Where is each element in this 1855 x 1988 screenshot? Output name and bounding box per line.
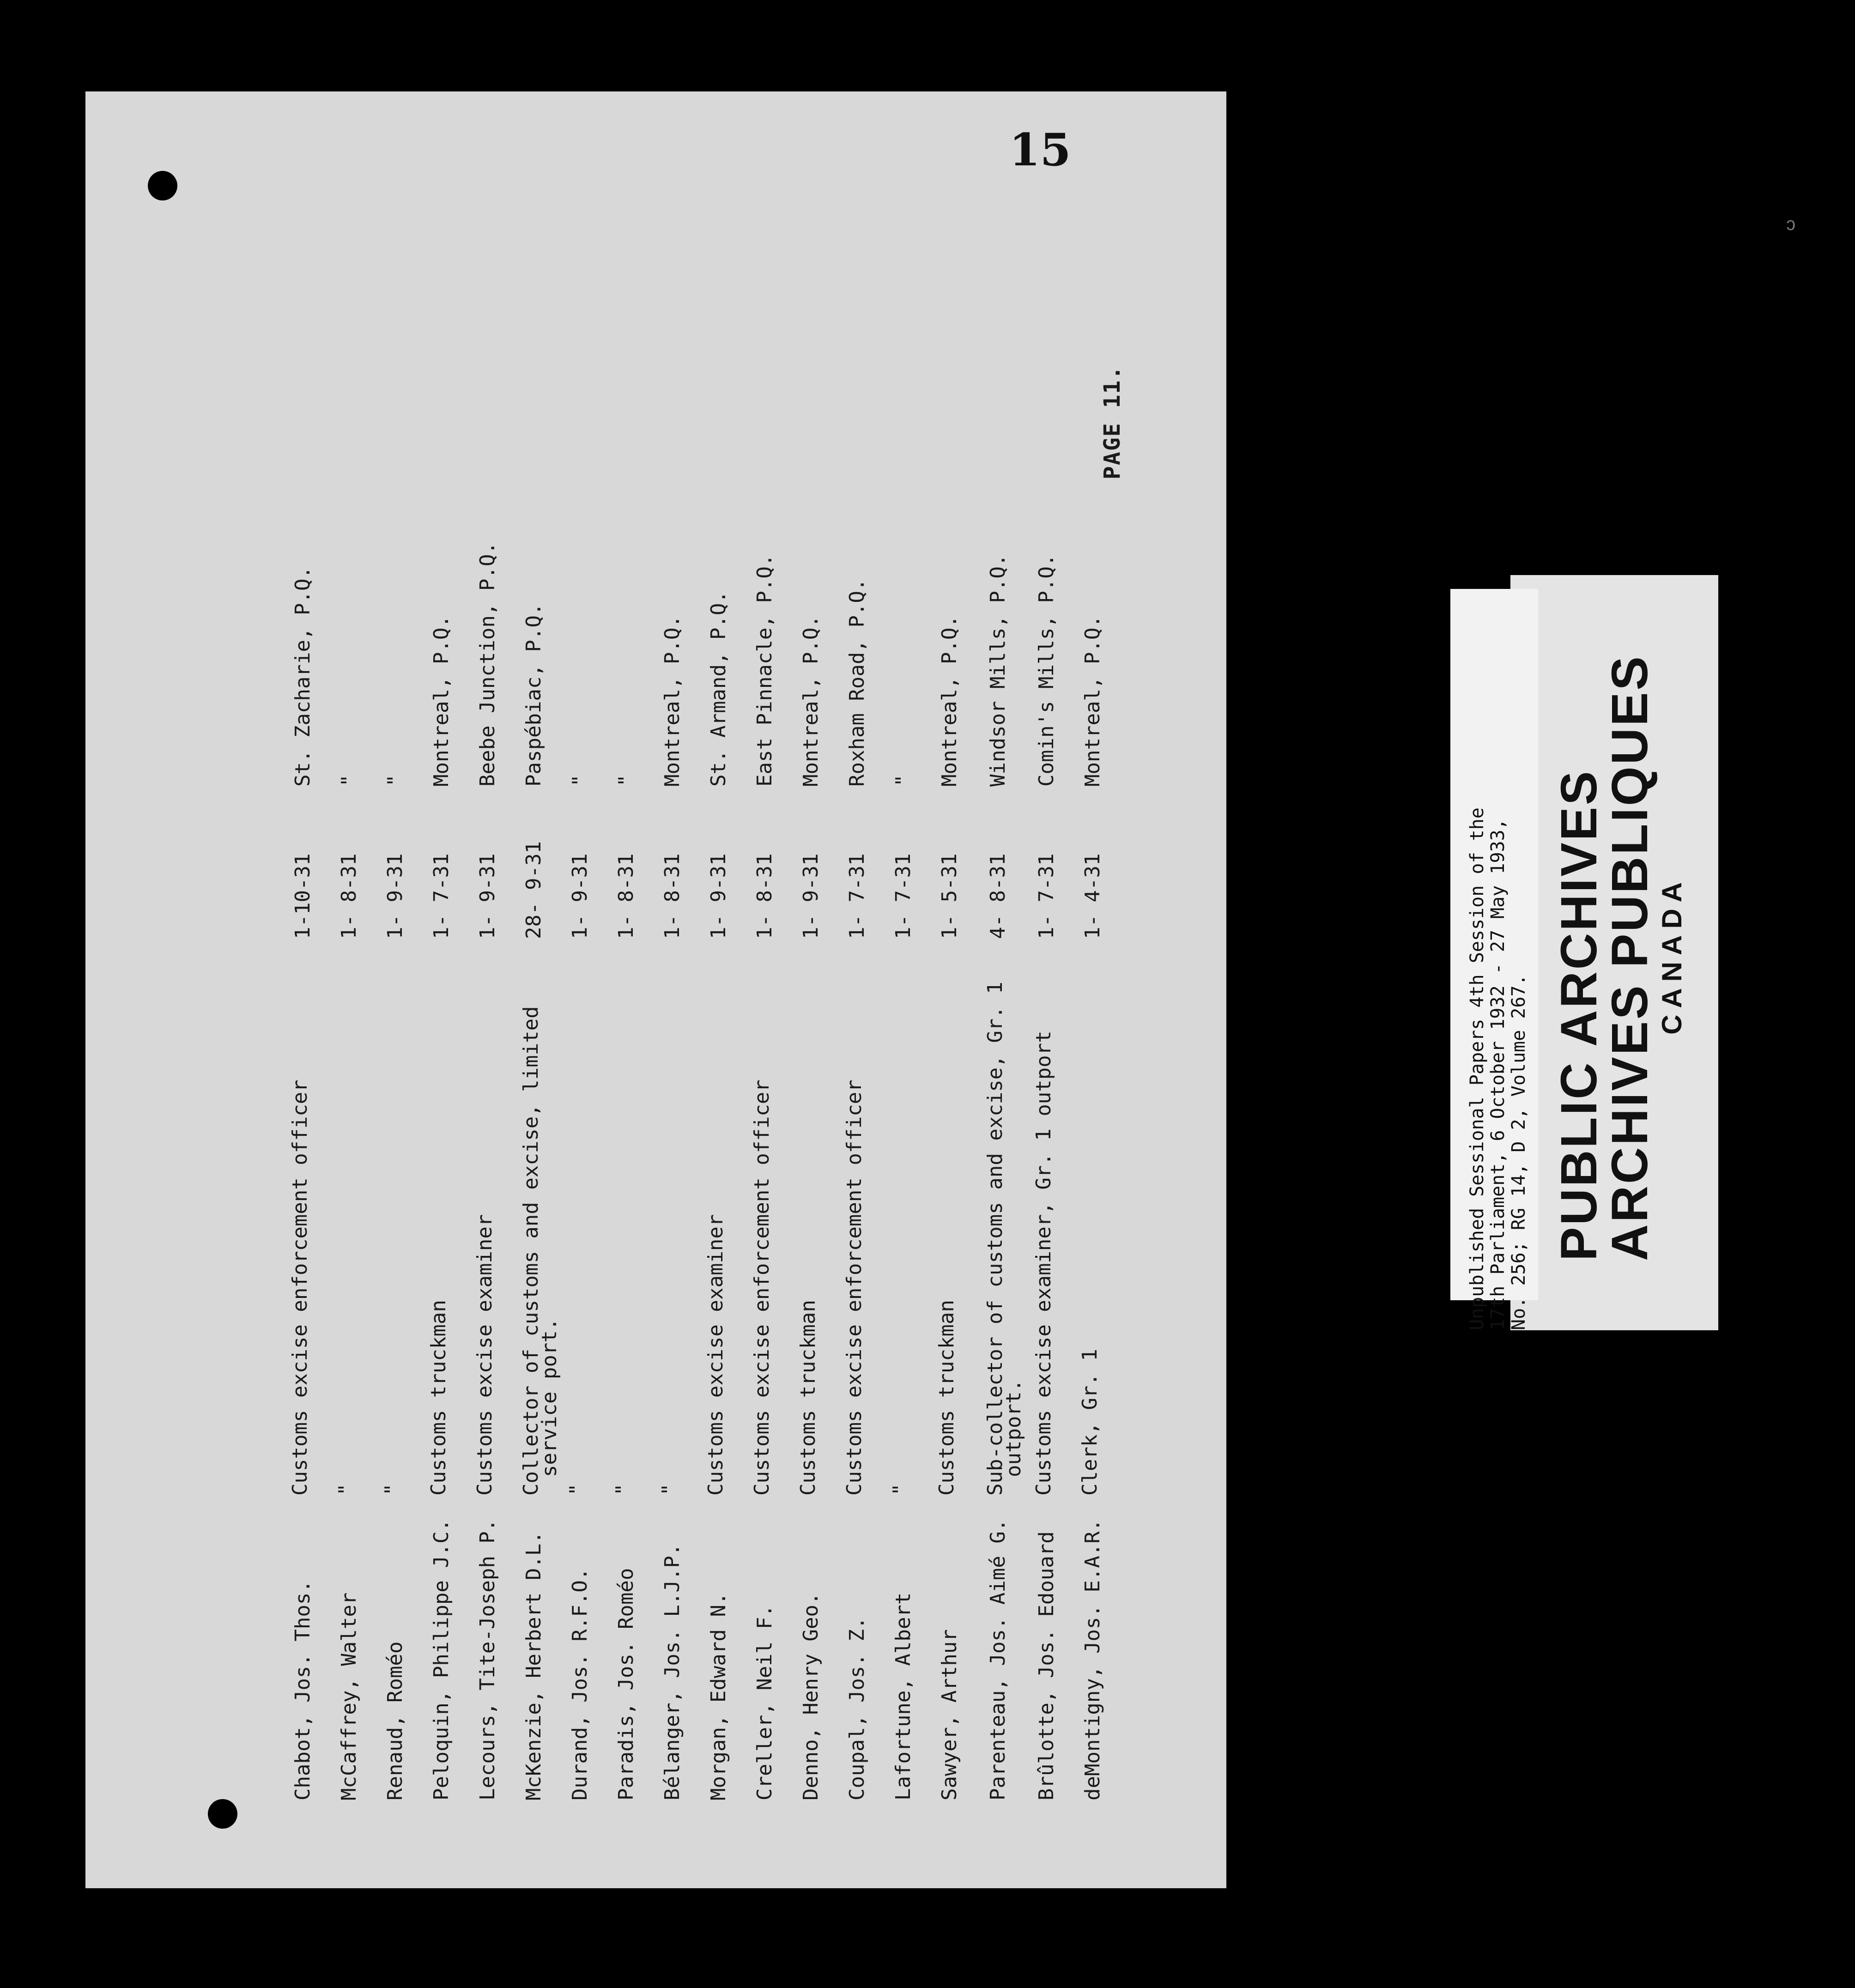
row-name: Peloquin, Philippe J.C. (430, 1519, 453, 1800)
row-position (1032, 1030, 1055, 1496)
row-position (750, 1079, 774, 1496)
row-date: 1-10-31 (291, 853, 315, 939)
row-date: 1- 7-31 (1035, 853, 1058, 939)
row-name: Bélanger, Jos. L.J.P. (661, 1543, 684, 1800)
row-position-line-1: Clerk, Gr. 1 (1078, 1349, 1102, 1496)
row-date: 1- 4-31 (1081, 853, 1104, 939)
table-row (1032, 91, 1062, 1888)
row-place: " (337, 774, 361, 787)
row-place: " (614, 774, 638, 787)
row-name: McKenzie, Herbert D.L. (522, 1531, 546, 1800)
row-name: Creller, Neil F. (753, 1605, 776, 1800)
row-position-line-1: Sub-collector of customs and excise, Gr. 1 (983, 982, 1007, 1496)
row-name: Sawyer, Arthur (938, 1629, 961, 1800)
document-body (85, 91, 1226, 1888)
row-name: Morgan, Edward N. (707, 1592, 730, 1800)
table-row (1078, 91, 1109, 1888)
table-row (614, 91, 642, 1888)
row-position-line-1: " (381, 1483, 404, 1496)
row-date: 1- 5-31 (938, 853, 961, 939)
row-position-line-1: Customs truckman (427, 1300, 450, 1496)
row-position (796, 1300, 820, 1496)
row-position (614, 1477, 633, 1496)
archive-country: CANADA (1656, 876, 1687, 1035)
row-position-line-1: " (334, 1483, 358, 1496)
row-place: St. Zacharie, P.Q. (291, 566, 315, 787)
archive-title-fr: ARCHIVES PUBLIQUES (1601, 655, 1658, 1261)
row-date: 1- 9-31 (707, 853, 730, 939)
row-place: East Pinnacle, P.Q. (753, 554, 776, 787)
row-place: Montreal, P.Q. (938, 615, 961, 787)
row-position (935, 1300, 958, 1496)
row-date: 4- 8-31 (986, 853, 1010, 939)
row-place: Montreal, P.Q. (430, 615, 453, 787)
row-name: Coupal, Jos. Z. (845, 1617, 869, 1800)
row-name: Denno, Henry Geo. (799, 1592, 823, 1800)
row-date: 28- 9-31 (522, 841, 546, 939)
table-row (334, 91, 365, 1888)
row-position (427, 1300, 450, 1496)
row-place: St. Armand, P.Q. (707, 591, 730, 787)
row-position (1078, 1349, 1102, 1496)
row-name: Durand, Jos. R.F.O. (568, 1568, 592, 1800)
row-position-line-1: Customs excise enforcement officer (288, 1079, 312, 1496)
archive-note-line-1: Unpublished Sessional Papers 4th Session of the (1467, 807, 1488, 1330)
row-place: " (383, 774, 407, 787)
row-place: Montreal, P.Q. (799, 615, 823, 787)
table-row (519, 91, 561, 1888)
row-date: 1- 7-31 (845, 853, 869, 939)
row-name: Lafortune, Albert (891, 1592, 915, 1800)
row-position-line-1: " (889, 1483, 912, 1496)
row-date: 1- 8-31 (337, 853, 361, 939)
row-place: Comin's Mills, P.Q. (1035, 554, 1058, 787)
row-position (334, 1477, 358, 1496)
table-row (427, 91, 457, 1888)
row-date: 1- 7-31 (430, 853, 453, 939)
row-place: " (891, 774, 915, 787)
row-position (891, 1477, 910, 1496)
row-position-line-1: Customs truckman (935, 1300, 958, 1496)
row-position-line-1: " (565, 1483, 589, 1496)
row-place: Montreal, P.Q. (661, 615, 684, 787)
row-position (983, 982, 1025, 1496)
archive-note-line-3: No. 256; RG 14, D 2, Volume 267. (1508, 974, 1529, 1330)
row-date: 1- 9-31 (383, 853, 407, 939)
row-name: deMontigny, Jos. E.A.R. (1081, 1519, 1104, 1800)
table-row (796, 91, 827, 1888)
table-row (658, 91, 688, 1888)
table-row (383, 91, 411, 1888)
row-position-line-1: Customs excise examiner, Gr. 1 outport (1032, 1030, 1055, 1496)
row-name: Brûlotte, Jos. Edouard (1035, 1531, 1058, 1800)
row-position-line-1: Customs excise examiner (704, 1214, 727, 1496)
row-place: " (568, 774, 592, 787)
stamp-number: 15 (1009, 124, 1071, 176)
row-position-line-2: service port. (538, 1318, 561, 1477)
row-place: Montreal, P.Q. (1081, 615, 1104, 787)
row-name: McCaffrey, Walter (337, 1592, 361, 1800)
row-position-line-1: Customs truckman (796, 1300, 820, 1496)
row-position-line-1: Customs excise examiner (473, 1214, 497, 1496)
row-position-line-1: Collector of customs and excise, limited (519, 1006, 543, 1496)
row-position (519, 1006, 561, 1496)
row-position (383, 1477, 402, 1496)
row-position-line-2: outport. (1002, 1379, 1025, 1477)
row-place: Windsor Mills, P.Q. (986, 554, 1010, 787)
row-position-line-1: " (658, 1483, 681, 1496)
row-position (473, 1214, 497, 1496)
row-name: Chabot, Jos. Thos. (291, 1580, 315, 1800)
row-position (565, 1477, 589, 1496)
table-row (891, 91, 919, 1888)
row-position (658, 1477, 681, 1496)
row-name: Lecours, Tite-Joseph P. (476, 1519, 499, 1800)
row-position-line-1: " (612, 1483, 635, 1496)
row-date: 1- 8-31 (614, 853, 638, 939)
row-position (288, 1079, 312, 1496)
row-date: 1- 9-31 (568, 853, 592, 939)
row-position-line-1: Customs excise enforcement officer (843, 1079, 866, 1496)
scan-speck: ↄ (1785, 213, 1797, 235)
table-row (473, 91, 503, 1888)
table-row (565, 91, 596, 1888)
archive-note-line-2: 17th Parliament, 6 October 1932 - 27 May 1933, (1487, 818, 1509, 1330)
row-position (704, 1214, 727, 1496)
row-place: Roxham Road, P.Q. (845, 578, 869, 787)
row-date: 1- 8-31 (753, 853, 776, 939)
row-date: 1- 9-31 (799, 853, 823, 939)
table-row (935, 91, 965, 1888)
row-place: Beebe Junction, P.Q. (476, 542, 499, 787)
row-date: 1- 8-31 (661, 853, 684, 939)
row-name: Renaud, Roméo (383, 1641, 407, 1800)
table-row (983, 91, 1025, 1888)
page-label: PAGE 11. (1099, 365, 1125, 479)
archive-label-text (1450, 575, 1718, 1330)
row-date: 1- 7-31 (891, 853, 915, 939)
row-position (845, 1079, 864, 1496)
row-place: Paspébiac, P.Q. (522, 603, 546, 787)
row-date: 1- 9-31 (476, 853, 499, 939)
table-row (845, 91, 873, 1888)
table-row (750, 91, 781, 1888)
row-position-line-1: Customs excise enforcement officer (750, 1079, 774, 1496)
archive-title-en: PUBLIC ARCHIVES (1551, 769, 1607, 1261)
table-row (704, 91, 734, 1888)
table-row (288, 91, 319, 1888)
row-name: Paradis, Jos. Roméo (614, 1568, 638, 1800)
row-name: Parenteau, Jos. Aimé G. (986, 1519, 1010, 1800)
